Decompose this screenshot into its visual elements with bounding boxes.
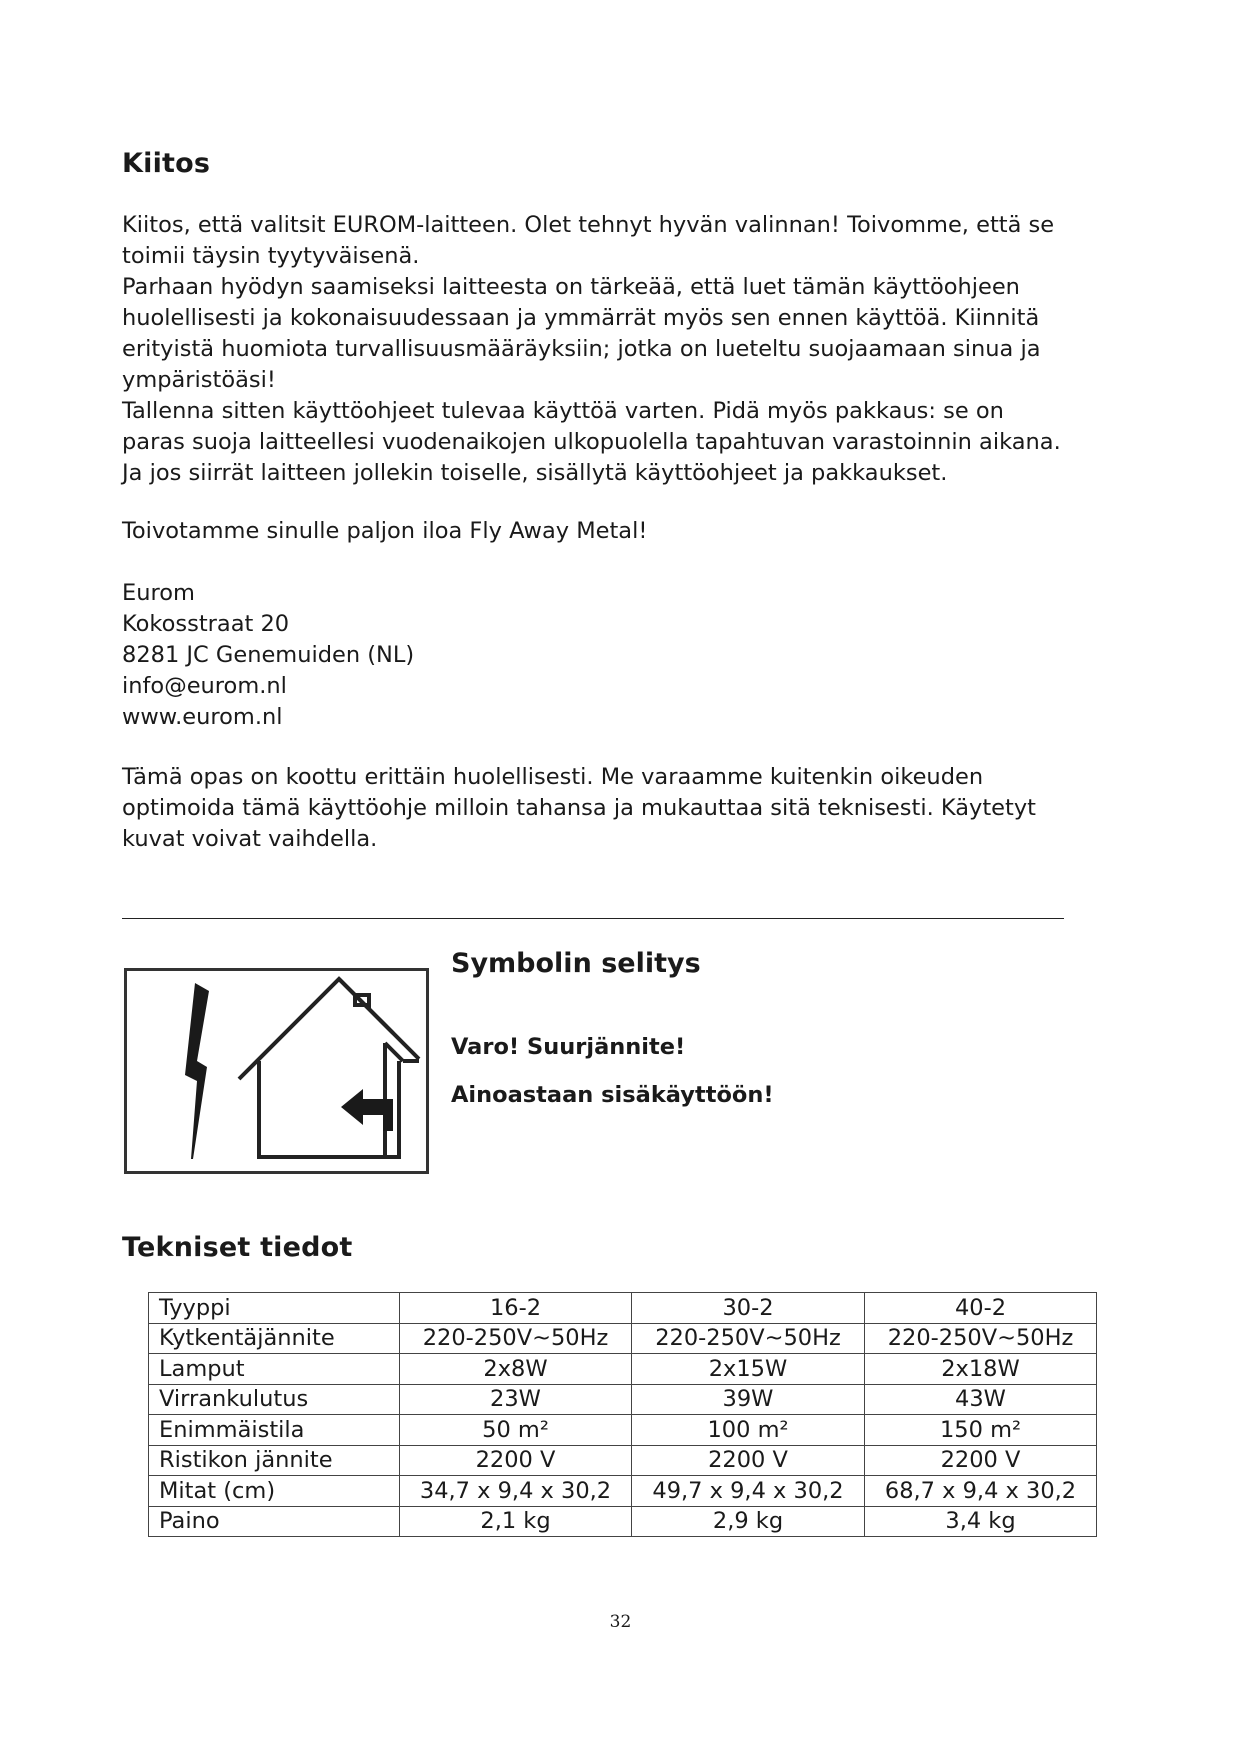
intro-line: Tallenna sitten käyttöohjeet tulevaa käyttöä varten. Pidä myös pakkaus: se on (122, 398, 1004, 424)
disclaimer-line: Tämä opas on koottu erittäin huolellisesti. Me varaamme kuitenkin oikeuden (122, 764, 984, 790)
spec-value: 3,4 kg (865, 1506, 1097, 1537)
intro-paragraph (122, 210, 1132, 489)
spec-value: 30-2 (632, 1293, 865, 1324)
disclaimer-paragraph (122, 762, 1132, 855)
high-voltage-icon (185, 983, 209, 1159)
symbol-high-voltage-label: Varo! Suurjännite! (451, 1034, 686, 1060)
spec-label: Enimmäistila (149, 1415, 400, 1446)
table-row (149, 1415, 1097, 1446)
table-row (149, 1506, 1097, 1537)
symbol-graphic (127, 971, 426, 1171)
spec-label: Paino (149, 1506, 400, 1537)
page-number: 32 (609, 1612, 632, 1632)
symbol-box (124, 968, 429, 1174)
section-divider (122, 918, 1064, 919)
symbols-title: Symbolin selitys (451, 948, 701, 979)
address-block (122, 578, 1132, 733)
section-title-thanks: Kiitos (122, 148, 211, 179)
intro-line: Kiitos, että valitsit EUROM-laitteen. Olet tehnyt hyvän valinnan! Toivomme, että se (122, 212, 1055, 238)
spec-value: 2,1 kg (400, 1506, 632, 1537)
spec-value: 50 m² (400, 1415, 632, 1446)
intro-line: ympäristöäsi! (122, 367, 276, 393)
intro-line: paras suoja laitteellesi vuodenaikojen ulkopuolella tapahtuvan varastoinnin aikana. (122, 429, 1061, 455)
table-row (149, 1293, 1097, 1324)
spec-value: 23W (400, 1384, 632, 1415)
spec-value: 39W (632, 1384, 865, 1415)
intro-line: huolellisesti ja kokonaisuudessaan ja ymmärrät myös sen ennen käyttöä. Kiinnitä (122, 305, 1040, 331)
intro-line: toimii täysin tyytyväisenä. (122, 243, 420, 269)
spec-value: 220-250V~50Hz (400, 1323, 632, 1354)
spec-value: 2,9 kg (632, 1506, 865, 1537)
address-company: Eurom (122, 580, 195, 606)
spec-value: 150 m² (865, 1415, 1097, 1446)
intro-line: Parhaan hyödyn saamiseksi laitteesta on tärkeää, että luet tämän käyttöohjeen (122, 274, 1020, 300)
spec-value: 220-250V~50Hz (632, 1323, 865, 1354)
wish-text: Toivotamme sinulle paljon iloa Fly Away Metal! (122, 518, 648, 544)
address-email: info@eurom.nl (122, 673, 287, 699)
spec-value: 34,7 x 9,4 x 30,2 (400, 1476, 632, 1507)
spec-value: 43W (865, 1384, 1097, 1415)
spec-value: 68,7 x 9,4 x 30,2 (865, 1476, 1097, 1507)
spec-value: 2200 V (400, 1445, 632, 1476)
table-row (149, 1476, 1097, 1507)
spec-value: 2x15W (632, 1354, 865, 1385)
address-city: 8281 JC Genemuiden (NL) (122, 642, 415, 668)
table-row (149, 1384, 1097, 1415)
table-row (149, 1354, 1097, 1385)
table-row (149, 1445, 1097, 1476)
address-street: Kokosstraat 20 (122, 611, 290, 637)
spec-value: 2200 V (632, 1445, 865, 1476)
spec-table (148, 1292, 1097, 1537)
spec-value: 40-2 (865, 1293, 1097, 1324)
disclaimer-line: kuvat voivat vaihdella. (122, 826, 378, 852)
spec-value: 16-2 (400, 1293, 632, 1324)
section-title-specs: Tekniset tiedot (122, 1232, 353, 1263)
spec-value: 220-250V~50Hz (865, 1323, 1097, 1354)
table-row (149, 1323, 1097, 1354)
spec-value: 2200 V (865, 1445, 1097, 1476)
spec-value: 100 m² (632, 1415, 865, 1446)
spec-value: 2x8W (400, 1354, 632, 1385)
spec-label: Lamput (149, 1354, 400, 1385)
wish-paragraph (122, 516, 1132, 547)
spec-label: Kytkentäjännite (149, 1323, 400, 1354)
disclaimer-line: optimoida tämä käyttöohje milloin tahansa ja mukauttaa sitä teknisesti. Käytetyt (122, 795, 1036, 821)
spec-label: Mitat (cm) (149, 1476, 400, 1507)
address-website: www.eurom.nl (122, 704, 283, 730)
spec-value: 49,7 x 9,4 x 30,2 (632, 1476, 865, 1507)
intro-line: erityistä huomiota turvallisuusmääräyksiin; jotka on lueteltu suojaamaan sinua ja (122, 336, 1041, 362)
spec-value: 2x18W (865, 1354, 1097, 1385)
spec-label: Virrankulutus (149, 1384, 400, 1415)
spec-label: Tyyppi (149, 1293, 400, 1324)
spec-label: Ristikon jännite (149, 1445, 400, 1476)
intro-line: Ja jos siirrät laitteen jollekin toiselle, sisällytä käyttöohjeet ja pakkaukset. (122, 460, 948, 486)
symbol-indoor-label: Ainoastaan sisäkäyttöön! (451, 1082, 774, 1108)
